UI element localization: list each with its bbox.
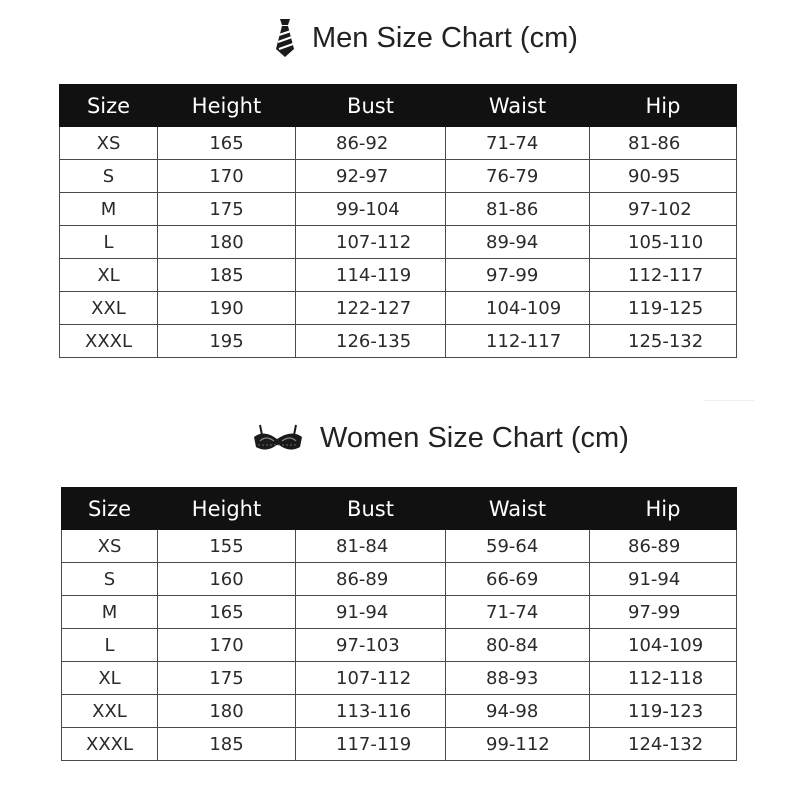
cell-size: L	[62, 629, 158, 662]
cell-size: XXXL	[60, 325, 158, 358]
cell-hip: 119-125	[590, 292, 737, 325]
cell-height: 180	[158, 695, 296, 728]
cell-size: M	[60, 193, 158, 226]
table-row	[62, 596, 737, 629]
table-header-row	[62, 488, 737, 530]
cell-height: 165	[158, 596, 296, 629]
cell-height: 155	[158, 530, 296, 563]
divider	[704, 400, 754, 401]
table-row	[60, 193, 737, 226]
cell-waist: 112-117	[446, 325, 590, 358]
header-height: Height	[158, 85, 296, 127]
cell-waist: 99-112	[446, 728, 590, 761]
cell-size: XXL	[60, 292, 158, 325]
cell-hip: 81-86	[590, 127, 737, 160]
header-bust: Bust	[296, 85, 446, 127]
cell-size: XS	[62, 530, 158, 563]
cell-waist: 88-93	[446, 662, 590, 695]
cell-waist: 81-86	[446, 193, 590, 226]
cell-hip: 125-132	[590, 325, 737, 358]
cell-bust: 113-116	[296, 695, 446, 728]
cell-bust: 91-94	[296, 596, 446, 629]
men-chart-title	[274, 18, 578, 58]
cell-bust: 126-135	[296, 325, 446, 358]
cell-bust: 122-127	[296, 292, 446, 325]
cell-height: 195	[158, 325, 296, 358]
cell-size: XL	[62, 662, 158, 695]
cell-waist: 71-74	[446, 127, 590, 160]
table-row	[60, 160, 737, 193]
cell-hip: 97-102	[590, 193, 737, 226]
cell-bust: 114-119	[296, 259, 446, 292]
cell-hip: 112-118	[590, 662, 737, 695]
women-chart-title-text: Women Size Chart (cm)	[320, 421, 629, 454]
cell-hip: 124-132	[590, 728, 737, 761]
cell-height: 190	[158, 292, 296, 325]
table-row	[62, 728, 737, 761]
women-chart-title	[252, 418, 629, 458]
cell-height: 180	[158, 226, 296, 259]
cell-waist: 66-69	[446, 563, 590, 596]
header-hip: Hip	[590, 488, 737, 530]
cell-hip: 97-99	[590, 596, 737, 629]
cell-height: 185	[158, 728, 296, 761]
bra-icon	[252, 423, 304, 453]
cell-size: XS	[60, 127, 158, 160]
table-row	[62, 695, 737, 728]
men-chart-title-text: Men Size Chart (cm)	[312, 21, 578, 54]
cell-bust: 86-92	[296, 127, 446, 160]
cell-size: XL	[60, 259, 158, 292]
cell-hip: 119-123	[590, 695, 737, 728]
cell-height: 170	[158, 160, 296, 193]
table-row	[62, 530, 737, 563]
cell-bust: 86-89	[296, 563, 446, 596]
header-waist: Waist	[446, 85, 590, 127]
cell-waist: 104-109	[446, 292, 590, 325]
cell-waist: 89-94	[446, 226, 590, 259]
cell-height: 175	[158, 193, 296, 226]
cell-hip: 112-117	[590, 259, 737, 292]
cell-height: 175	[158, 662, 296, 695]
table-header-row	[60, 85, 737, 127]
cell-bust: 107-112	[296, 662, 446, 695]
cell-size: XXXL	[62, 728, 158, 761]
header-waist: Waist	[446, 488, 590, 530]
header-size: Size	[60, 85, 158, 127]
cell-size: M	[62, 596, 158, 629]
cell-size: XXL	[62, 695, 158, 728]
cell-hip: 104-109	[590, 629, 737, 662]
cell-bust: 99-104	[296, 193, 446, 226]
header-bust: Bust	[296, 488, 446, 530]
table-row	[60, 127, 737, 160]
cell-bust: 92-97	[296, 160, 446, 193]
cell-height: 170	[158, 629, 296, 662]
cell-waist: 71-74	[446, 596, 590, 629]
cell-bust: 107-112	[296, 226, 446, 259]
cell-bust: 117-119	[296, 728, 446, 761]
header-height: Height	[158, 488, 296, 530]
table-row	[60, 226, 737, 259]
cell-hip: 90-95	[590, 160, 737, 193]
table-row	[60, 259, 737, 292]
table-row	[62, 662, 737, 695]
cell-waist: 94-98	[446, 695, 590, 728]
women-size-table	[61, 487, 737, 761]
cell-size: S	[60, 160, 158, 193]
cell-waist: 80-84	[446, 629, 590, 662]
cell-waist: 59-64	[446, 530, 590, 563]
header-size: Size	[62, 488, 158, 530]
table-row	[62, 563, 737, 596]
men-size-table	[59, 84, 737, 358]
cell-height: 185	[158, 259, 296, 292]
cell-hip: 86-89	[590, 530, 737, 563]
header-hip: Hip	[590, 85, 737, 127]
cell-waist: 76-79	[446, 160, 590, 193]
necktie-icon	[274, 19, 296, 57]
cell-waist: 97-99	[446, 259, 590, 292]
cell-bust: 81-84	[296, 530, 446, 563]
table-row	[62, 629, 737, 662]
table-row	[60, 325, 737, 358]
cell-hip: 105-110	[590, 226, 737, 259]
cell-bust: 97-103	[296, 629, 446, 662]
cell-size: L	[60, 226, 158, 259]
cell-hip: 91-94	[590, 563, 737, 596]
table-row	[60, 292, 737, 325]
cell-height: 160	[158, 563, 296, 596]
cell-height: 165	[158, 127, 296, 160]
cell-size: S	[62, 563, 158, 596]
